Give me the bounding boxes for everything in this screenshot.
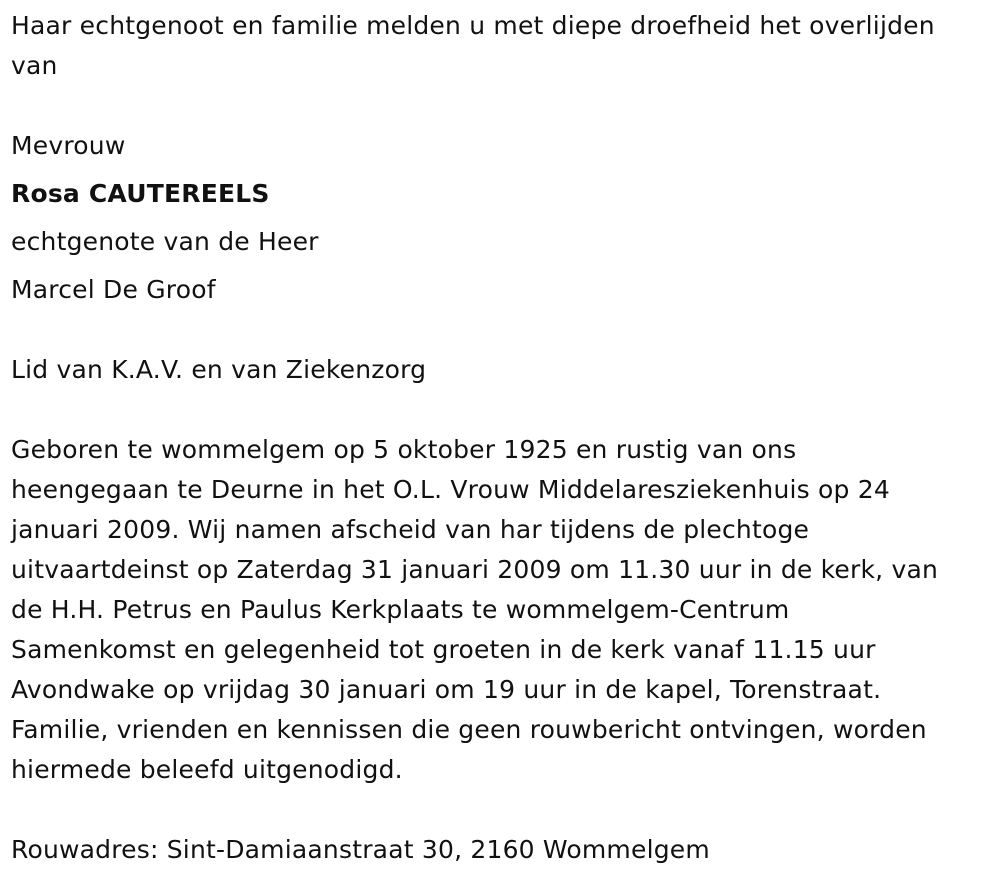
details-line: Familie, vrienden en kennissen die geen rouwbericht ontvingen, worden [11, 715, 927, 744]
person-title: Mevrouw [11, 131, 126, 160]
intro-line-1: Haar echtgenoot en familie melden u met diepe droefheid het overlijden [11, 11, 935, 40]
details-line: heengegaan te Deurne in het O.L. Vrouw Middelaresziekenhuis op 24 [11, 475, 890, 504]
details-line: uitvaartdeinst op Zaterdag 31 januari 2009 om 11.30 uur in de kerk, van [11, 555, 939, 584]
intro-line-2: van [11, 51, 58, 80]
person-name: Rosa CAUTEREELS [11, 179, 270, 208]
details-line: januari 2009. Wij namen afscheid van har tijdens de plechtoge [11, 515, 810, 544]
details-line: hiermede beleefd uitgenodigd. [11, 755, 403, 784]
details-line: Geboren te wommelgem op 5 oktober 1925 en rustig van ons [11, 435, 797, 464]
details-line: de H.H. Petrus en Paulus Kerkplaats te wommelgem-Centrum [11, 595, 790, 624]
details-line: Samenkomst en gelegenheid tot groeten in de kerk vanaf 11.15 uur [11, 635, 876, 664]
mourning-address: Rouwadres: Sint-Damiaanstraat 30, 2160 Wommelgem [11, 835, 710, 864]
details-line: Avondwake op vrijdag 30 januari om 19 uur in de kapel, Torenstraat. [11, 675, 882, 704]
person-relation: echtgenote van de Heer [11, 227, 319, 256]
membership-text: Lid van K.A.V. en van Ziekenzorg [11, 355, 427, 384]
spouse-name: Marcel De Groof [11, 275, 216, 304]
